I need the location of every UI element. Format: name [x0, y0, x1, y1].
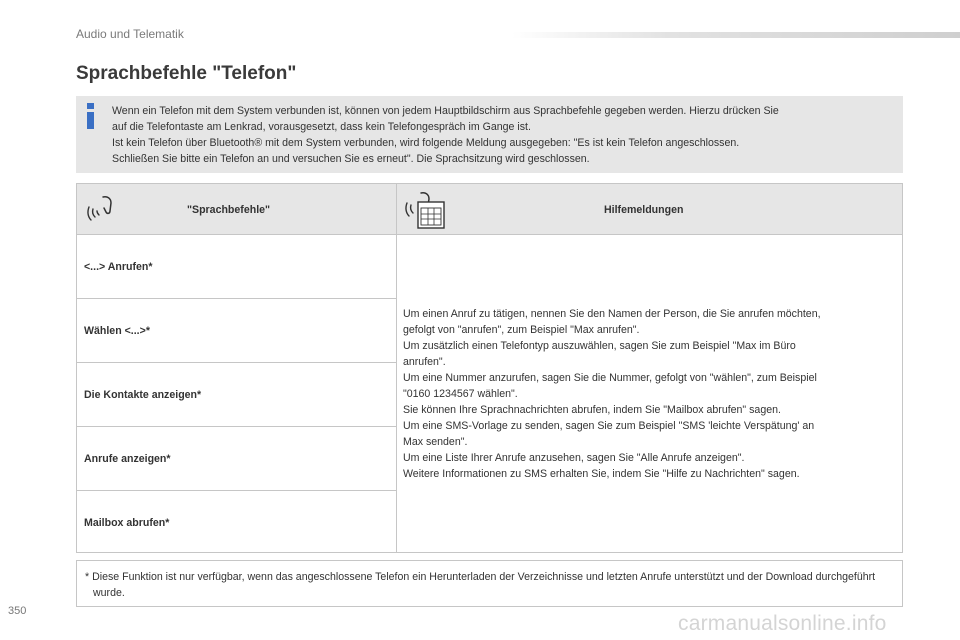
info-line: Schließen Sie bitte ein Telefon an und versuchen Sie es erneut". Die Sprachsitzung wird geschlossen. — [112, 153, 590, 165]
row-divider — [77, 362, 396, 363]
help-line: Sie können Ihre Sprachnachrichten abrufen, indem Sie "Mailbox abrufen" sagen. — [403, 404, 781, 416]
help-line: Weitere Informationen zu SMS erhalten Sie, indem Sie "Hilfe zu Nachrichten" sagen. — [403, 468, 800, 480]
voice-help-screen-icon — [403, 189, 451, 231]
info-line: Wenn ein Telefon mit dem System verbunden ist, können von jedem Hauptbildschirm aus Sprachbefehle gegeben werden. Hierzu drücken Sie — [112, 105, 779, 117]
help-line: "0160 1234567 wählen". — [403, 388, 518, 400]
page-number: 350 — [8, 605, 27, 617]
help-line: gefolgt von "anrufen", zum Beispiel "Max anrufen". — [403, 324, 640, 336]
help-line: Um eine Liste Ihrer Anrufe anzusehen, sagen Sie "Alle Anrufe anzeigen". — [403, 452, 745, 464]
help-line: Max senden". — [403, 436, 468, 448]
help-line: Um eine SMS-Vorlage zu senden, sagen Sie zum Beispiel "SMS 'leichte Verspätung' an — [403, 420, 815, 432]
help-line: anrufen". — [403, 356, 446, 368]
info-icon — [86, 103, 96, 133]
help-line: Um zusätzlich einen Telefontyp auszuwählen, sagen Sie zum Beispiel "Max im Büro — [403, 340, 796, 352]
header-divider — [77, 234, 902, 235]
header-bar — [512, 32, 960, 38]
column-header-commands: "Sprachbefehle" — [187, 204, 271, 216]
chapter-title: Audio und Telematik — [76, 27, 184, 41]
command-call: <...> Anrufen* — [84, 261, 153, 273]
help-line: Um eine Nummer anzurufen, sagen Sie die Nummer, gefolgt von "wählen", zum Beispiel — [403, 372, 817, 384]
command-show-calls: Anrufe anzeigen* — [84, 453, 171, 465]
footnote-text: * Diese Funktion ist nur verfügbar, wenn das angeschlossene Telefon ein Herunterladen der Verzeichnisse und letzten Anrufe unterstützt und der Download durchgeführt wurde. — [85, 571, 876, 599]
voice-command-icon — [85, 193, 119, 223]
help-messages — [403, 306, 898, 482]
info-text — [112, 103, 892, 167]
header-cell-commands — [77, 184, 396, 234]
row-divider — [77, 490, 396, 491]
command-show-contacts: Die Kontakte anzeigen* — [84, 389, 202, 401]
info-line: auf die Telefontaste am Lenkrad, vorausgesetzt, dass kein Telefongespräch im Gange ist. — [112, 121, 531, 133]
row-divider — [77, 426, 396, 427]
info-box — [76, 96, 903, 173]
page-title: Sprachbefehle "Telefon" — [76, 63, 297, 84]
info-line: Ist kein Telefon über Bluetooth® mit dem System verbunden, wird folgende Meldung ausgegeben: "Es ist kein Telefon angeschlossen. — [112, 137, 740, 149]
column-header-help: Hilfemeldungen — [604, 204, 684, 216]
footnote-box — [76, 560, 903, 607]
command-mailbox: Mailbox abrufen* — [84, 517, 170, 529]
command-dial: Wählen <...>* — [84, 325, 150, 337]
row-divider — [77, 298, 396, 299]
column-divider — [396, 184, 397, 552]
help-line: Um einen Anruf zu tätigen, nennen Sie den Namen der Person, die Sie anrufen möchten, — [403, 308, 821, 320]
commands-table — [76, 183, 903, 553]
header-cell-help — [397, 184, 902, 234]
watermark: carmanualsonline.info — [678, 612, 887, 635]
